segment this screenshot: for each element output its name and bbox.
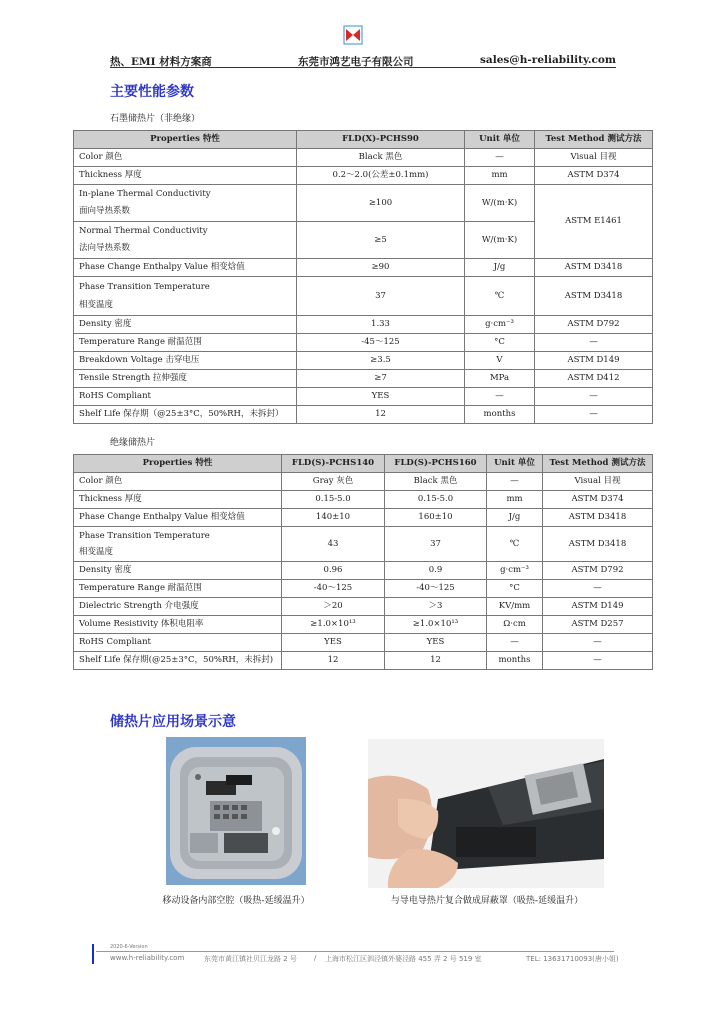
col-header-product-140: FLD(S)-PCHS140 [282, 455, 385, 473]
table-row [74, 616, 653, 634]
section-title-application: 储热片应用场景示意 [110, 714, 236, 730]
cell-prop-en: Phase Transition Temperature [79, 282, 210, 292]
cell-method: ASTM D3418 [543, 509, 653, 527]
cell-value-140: YES [282, 634, 385, 652]
cell-prop: Tensile Strength 拉伸强度 [74, 370, 297, 388]
cell-method: ASTM D149 [535, 352, 653, 370]
cell-value-140: 12 [282, 652, 385, 670]
table-row [74, 149, 653, 167]
cell-prop: Color 颜色 [74, 149, 297, 167]
table-row [74, 277, 653, 316]
cell-prop-cn: 面向导热系数 [79, 206, 131, 216]
cell-unit: J/g [487, 509, 543, 527]
table-header-row [74, 455, 653, 473]
table-row [74, 473, 653, 491]
cell-prop [74, 185, 297, 222]
table-row [74, 352, 653, 370]
cell-prop: Shelf Life 保存期（@25±3°C，50%RH，未拆封） [74, 406, 297, 424]
cell-unit: months [465, 406, 535, 424]
cell-value-160: ＞3 [385, 598, 487, 616]
cell-unit: ℃ [465, 277, 535, 316]
pcb-illustration [368, 739, 604, 888]
cell-value-160: 160±10 [385, 509, 487, 527]
cell-method: — [543, 652, 653, 670]
table-row [74, 406, 653, 424]
table-row [74, 167, 653, 185]
cell-value: ≥5 [297, 222, 465, 259]
cell-value-160: YES [385, 634, 487, 652]
cell-prop: Dielectric Strength 介电强度 [74, 598, 282, 616]
cell-unit: — [465, 388, 535, 406]
col-header-properties: Properties 特性 [74, 455, 282, 473]
footer-phone: TEL: 13631710093(唐小姐) [526, 955, 619, 963]
cell-value-140: Gray 灰色 [282, 473, 385, 491]
cell-value: ≥100 [297, 185, 465, 222]
table-row [74, 562, 653, 580]
cell-unit: V [465, 352, 535, 370]
table-graphite-properties [73, 130, 653, 424]
cell-method: ASTM E1461 [535, 185, 653, 259]
col-header-unit: Unit 单位 [487, 455, 543, 473]
cell-method: ASTM D149 [543, 598, 653, 616]
col-header-method: Test Method 测试方法 [535, 131, 653, 149]
cell-method: — [535, 388, 653, 406]
cell-unit: °C [487, 580, 543, 598]
cell-unit: MPa [465, 370, 535, 388]
table-row [74, 652, 653, 670]
cell-prop: Temperature Range 耐温范围 [74, 580, 282, 598]
cell-prop: Color 颜色 [74, 473, 282, 491]
cell-prop: Phase Change Enthalpy Value 相变焓值 [74, 509, 282, 527]
cell-prop-en: In-plane Thermal Conductivity [79, 189, 211, 199]
cell-unit: ℃ [487, 527, 543, 562]
cell-prop: Volume Resistivity 体积电阻率 [74, 616, 282, 634]
cell-prop [74, 222, 297, 259]
cell-value-140: ≥1.0×10¹³ [282, 616, 385, 634]
cell-prop: Thickness 厚度 [74, 491, 282, 509]
footer-address-shanghai: 上海市松江区泗泾镇外婆泾路 455 弄 2 号 519 室 [325, 955, 482, 963]
cell-method: — [543, 634, 653, 652]
cell-method: ASTM D792 [535, 316, 653, 334]
cell-method: ASTM D412 [535, 370, 653, 388]
col-header-method: Test Method 测试方法 [543, 455, 653, 473]
cell-value: 12 [297, 406, 465, 424]
subtitle-graphite-sheet: 石墨储热片（非绝缘） [110, 114, 201, 124]
cell-value: Black 黑色 [297, 149, 465, 167]
cell-value-140: 140±10 [282, 509, 385, 527]
cell-value: 37 [297, 277, 465, 316]
cell-value-160: -40～125 [385, 580, 487, 598]
cell-value: 0.2～2.0(公差±0.1mm) [297, 167, 465, 185]
cell-method: ASTM D3418 [535, 277, 653, 316]
cell-prop: Shelf Life 保存期(@25±3°C，50%RH，未拆封) [74, 652, 282, 670]
cell-value-140: 43 [282, 527, 385, 562]
footer-divider [96, 951, 614, 952]
cell-unit: J/g [465, 259, 535, 277]
cell-unit: mm [465, 167, 535, 185]
table-row [74, 259, 653, 277]
cell-prop-cn: 法向导热系数 [79, 243, 131, 253]
cell-method: ASTM D792 [543, 562, 653, 580]
cell-unit: — [487, 473, 543, 491]
cell-method: ASTM D257 [543, 616, 653, 634]
table-header-row [74, 131, 653, 149]
photo-device-cavity [166, 737, 306, 885]
cell-value: ≥90 [297, 259, 465, 277]
cell-value: 1.33 [297, 316, 465, 334]
footer-accent-bar [92, 944, 94, 964]
table-row [74, 509, 653, 527]
table-row [74, 527, 653, 562]
cell-prop-en: Phase Transition Temperature [79, 531, 210, 541]
cell-method: ASTM D374 [543, 491, 653, 509]
cell-unit: mm [487, 491, 543, 509]
cell-prop [74, 527, 282, 562]
cell-prop: Breakdown Voltage 击穿电压 [74, 352, 297, 370]
cell-prop-cn: 相变温度 [79, 300, 114, 310]
cell-value-140: 0.15-5.0 [282, 491, 385, 509]
footer-version: 2020-6-Version [110, 944, 148, 950]
cell-value-160: Black 黑色 [385, 473, 487, 491]
cell-unit: — [465, 149, 535, 167]
footer-website[interactable]: www.h-reliability.com [110, 954, 185, 962]
cell-method: Visual 目视 [543, 473, 653, 491]
cell-value-160: 37 [385, 527, 487, 562]
cell-value-160: ≥1.0×10¹³ [385, 616, 487, 634]
header-tagline: 热、EMI 材料方案商 [110, 56, 212, 68]
cell-prop: RoHS Compliant [74, 634, 282, 652]
cell-method: ASTM D374 [535, 167, 653, 185]
cell-value-140: -40～125 [282, 580, 385, 598]
cell-value-160: 0.9 [385, 562, 487, 580]
cell-prop: Density 密度 [74, 316, 297, 334]
header-company: 东莞市鸿艺电子有限公司 [298, 56, 414, 68]
table-row [74, 370, 653, 388]
cell-value-160: 0.15-5.0 [385, 491, 487, 509]
cell-value-160: 12 [385, 652, 487, 670]
cell-value: YES [297, 388, 465, 406]
cell-unit: Ω·cm [487, 616, 543, 634]
col-header-properties: Properties 特性 [74, 131, 297, 149]
table-row [74, 634, 653, 652]
footer-address-dongguan: 东莞市黄江镇社贝江龙路 2 号 [204, 955, 297, 963]
col-header-product-160: FLD(S)-PCHS160 [385, 455, 487, 473]
cell-value: -45～125 [297, 334, 465, 352]
cell-method: Visual 目视 [535, 149, 653, 167]
cell-prop: RoHS Compliant [74, 388, 297, 406]
col-header-product: FLD(X)-PCHS90 [297, 131, 465, 149]
table-insulated-properties [73, 454, 653, 670]
table-row [74, 185, 653, 222]
table-row [74, 580, 653, 598]
table-row [74, 316, 653, 334]
cell-method: — [543, 580, 653, 598]
cell-unit: KV/mm [487, 598, 543, 616]
cell-method: — [535, 334, 653, 352]
table-row [74, 388, 653, 406]
cell-prop: Density 密度 [74, 562, 282, 580]
cell-unit: g·cm⁻³ [487, 562, 543, 580]
table-row [74, 598, 653, 616]
cell-value: ≥7 [297, 370, 465, 388]
cell-unit: W/(m·K) [465, 185, 535, 222]
company-logo [343, 25, 363, 45]
table-row [74, 334, 653, 352]
cell-prop: Temperature Range 耐温范围 [74, 334, 297, 352]
cell-prop: Phase Change Enthalpy Value 相变焓值 [74, 259, 297, 277]
cell-method: ASTM D3418 [543, 527, 653, 562]
cell-unit: °C [465, 334, 535, 352]
cell-value: ≥3.5 [297, 352, 465, 370]
caption-shield-cover: 与导电导热片复合做成屏蔽罩（吸热-延缓温升） [390, 896, 584, 906]
photo-shield-cover [368, 739, 604, 888]
header-email[interactable]: sales@h-reliability.com [480, 54, 616, 66]
cell-value-140: ＞20 [282, 598, 385, 616]
caption-device-cavity: 移动设备内部空腔（吸热-延缓温升） [162, 896, 310, 906]
cell-prop: Thickness 厚度 [74, 167, 297, 185]
section-title-main-params: 主要性能参数 [110, 84, 194, 100]
cell-method: ASTM D3418 [535, 259, 653, 277]
device-illustration [166, 737, 306, 885]
subtitle-insulated-sheet: 绝缘储热片 [110, 438, 156, 448]
cell-prop-en: Normal Thermal Conductivity [79, 226, 208, 236]
header-divider [110, 67, 616, 68]
col-header-unit: Unit 单位 [465, 131, 535, 149]
cell-method: — [535, 406, 653, 424]
cell-value-140: 0.96 [282, 562, 385, 580]
table-row [74, 491, 653, 509]
cell-unit: W/(m·K) [465, 222, 535, 259]
cell-unit: g·cm⁻³ [465, 316, 535, 334]
footer-separator: / [314, 954, 317, 962]
cell-unit: months [487, 652, 543, 670]
cell-prop-cn: 相变温度 [79, 547, 114, 557]
cell-unit: — [487, 634, 543, 652]
cell-prop [74, 277, 297, 316]
